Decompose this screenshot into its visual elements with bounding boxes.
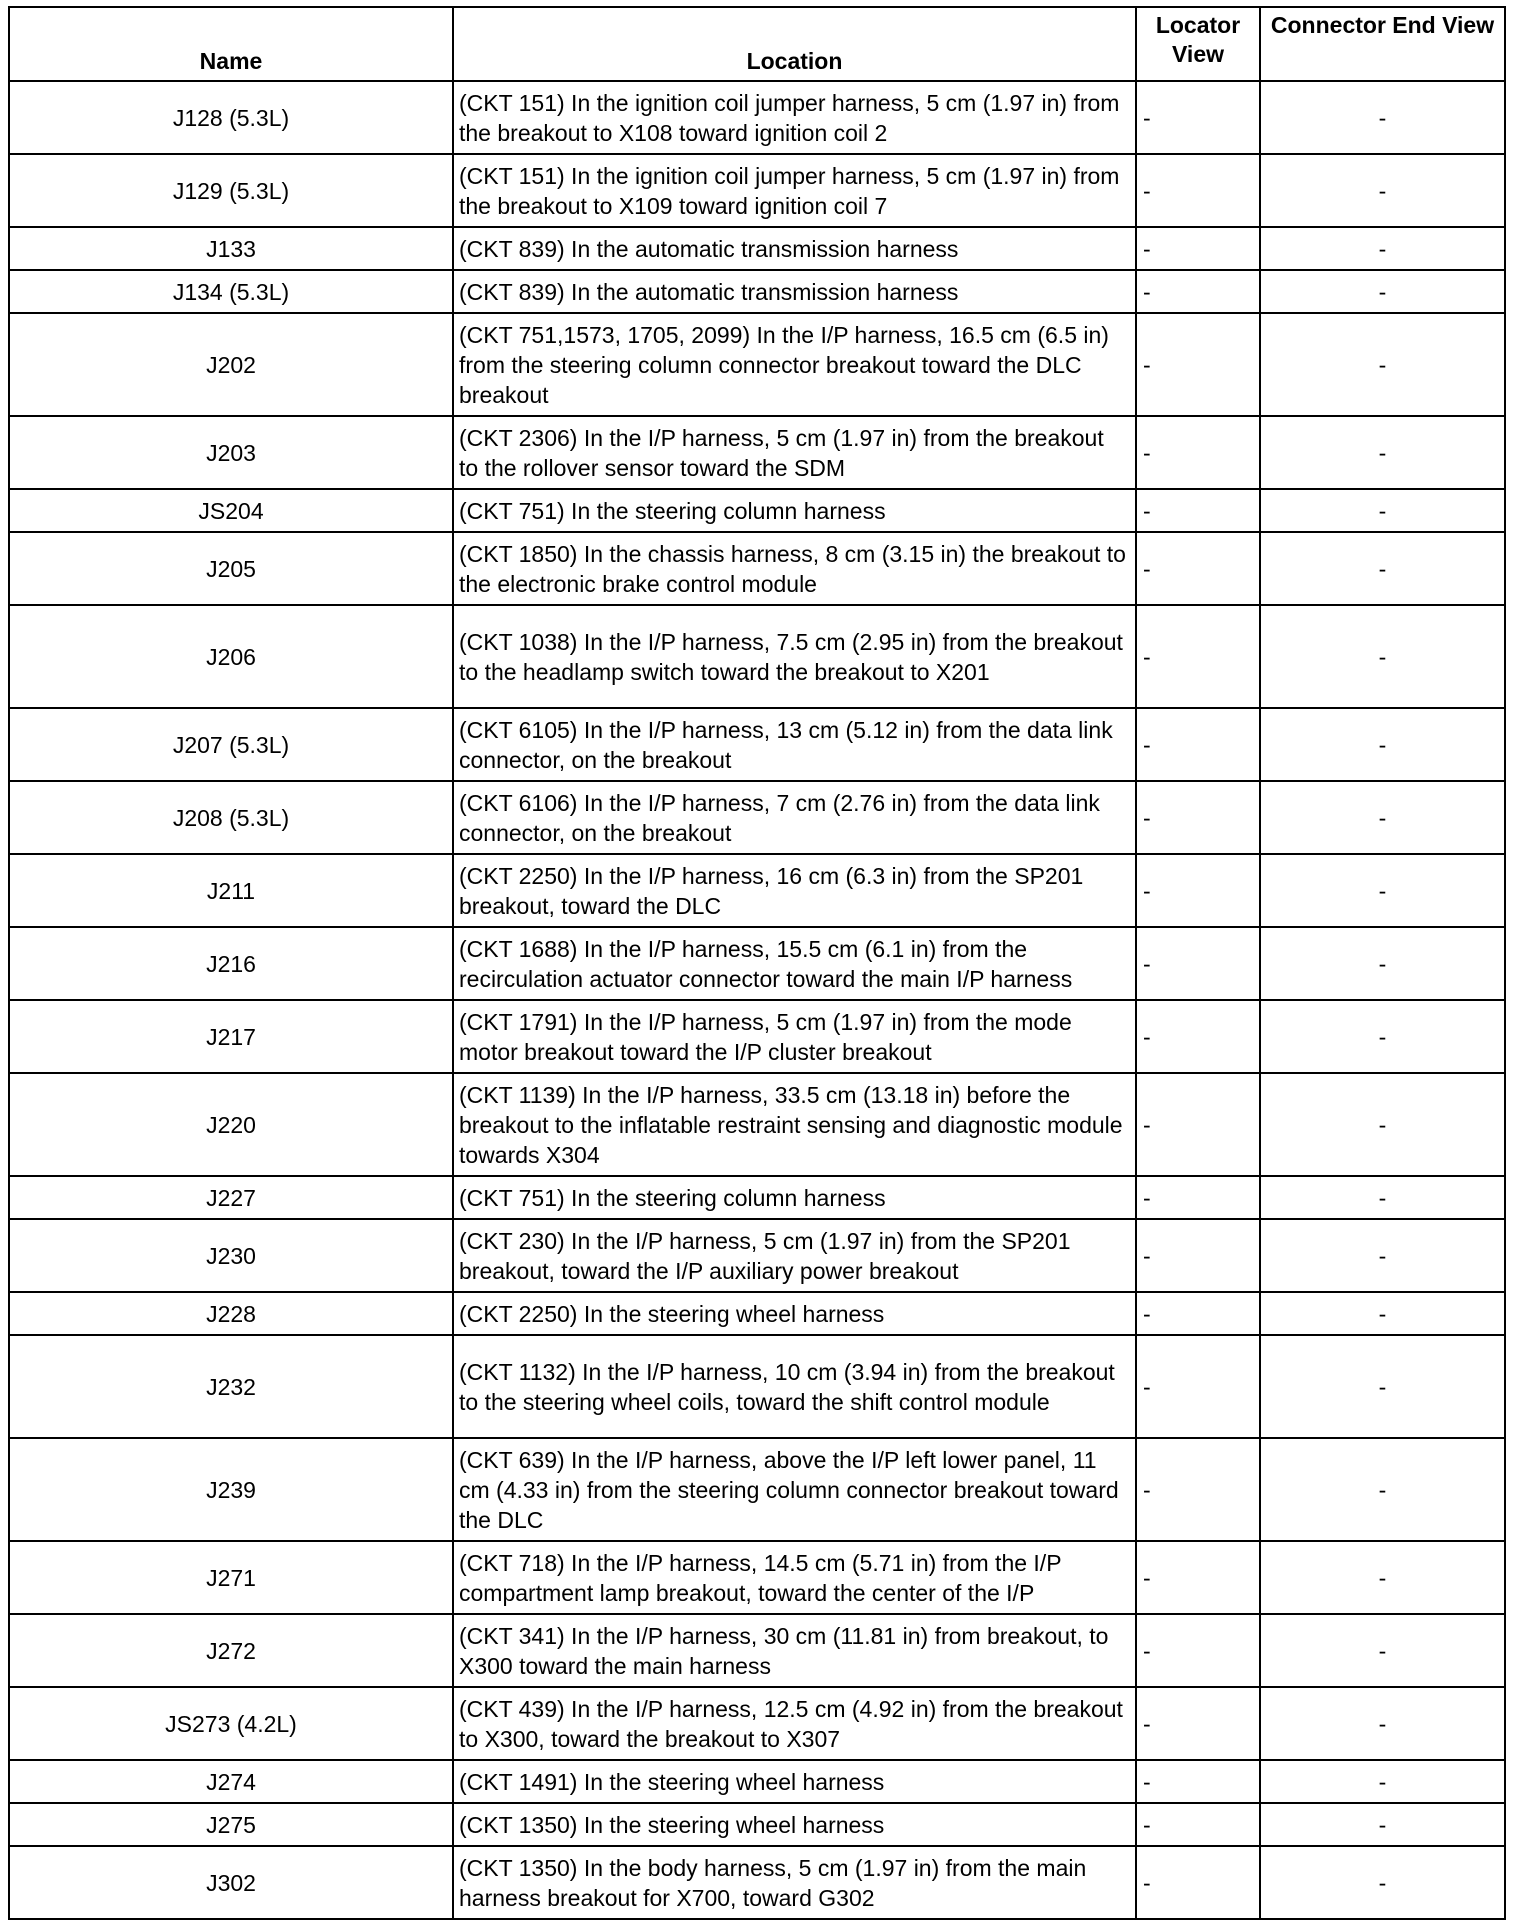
table-row bbox=[9, 1541, 1505, 1614]
cell-locator-view: - bbox=[1136, 1803, 1260, 1846]
cell-location: (CKT 151) In the ignition coil jumper harness, 5 cm (1.97 in) from the breakout to X108 toward ignition coil 2 bbox=[453, 81, 1136, 154]
cell-locator-view: - bbox=[1136, 927, 1260, 1000]
table-body bbox=[9, 81, 1505, 1919]
cell-name: J275 bbox=[9, 1803, 453, 1846]
table-row bbox=[9, 416, 1505, 489]
cell-location: (CKT 6105) In the I/P harness, 13 cm (5.12 in) from the data link connector, on the breakout bbox=[453, 708, 1136, 781]
cell-connector-end-view: - bbox=[1260, 270, 1505, 313]
cell-locator-view: - bbox=[1136, 1760, 1260, 1803]
cell-connector-end-view: - bbox=[1260, 227, 1505, 270]
table-row bbox=[9, 532, 1505, 605]
cell-name: J228 bbox=[9, 1292, 453, 1335]
cell-locator-view: - bbox=[1136, 1846, 1260, 1919]
cell-locator-view: - bbox=[1136, 489, 1260, 532]
cell-name: J271 bbox=[9, 1541, 453, 1614]
table-row bbox=[9, 605, 1505, 708]
column-header-location: Location bbox=[453, 7, 1136, 81]
cell-location: (CKT 1038) In the I/P harness, 7.5 cm (2.95 in) from the breakout to the headlamp switch toward the breakout to X201 bbox=[453, 605, 1136, 708]
cell-connector-end-view: - bbox=[1260, 781, 1505, 854]
table-row bbox=[9, 1846, 1505, 1919]
cell-location: (CKT 1139) In the I/P harness, 33.5 cm (13.18 in) before the breakout to the inflatable restraint sensing and diagnostic module towards X304 bbox=[453, 1073, 1136, 1176]
cell-connector-end-view: - bbox=[1260, 154, 1505, 227]
table-row bbox=[9, 1438, 1505, 1541]
table-row bbox=[9, 1614, 1505, 1687]
cell-connector-end-view: - bbox=[1260, 416, 1505, 489]
cell-name: J128 (5.3L) bbox=[9, 81, 453, 154]
cell-location: (CKT 151) In the ignition coil jumper harness, 5 cm (1.97 in) from the breakout to X109 toward ignition coil 7 bbox=[453, 154, 1136, 227]
splice-location-table bbox=[8, 6, 1506, 1920]
cell-location: (CKT 2250) In the I/P harness, 16 cm (6.3 in) from the SP201 breakout, toward the DLC bbox=[453, 854, 1136, 927]
table-row bbox=[9, 313, 1505, 416]
cell-name: J211 bbox=[9, 854, 453, 927]
table-row bbox=[9, 154, 1505, 227]
table-row bbox=[9, 227, 1505, 270]
table-row bbox=[9, 927, 1505, 1000]
table-header bbox=[9, 7, 1505, 81]
cell-name: J302 bbox=[9, 1846, 453, 1919]
cell-connector-end-view: - bbox=[1260, 1760, 1505, 1803]
table-row bbox=[9, 270, 1505, 313]
header-row bbox=[9, 7, 1505, 81]
table-row bbox=[9, 781, 1505, 854]
table-row bbox=[9, 1687, 1505, 1760]
cell-name: JS204 bbox=[9, 489, 453, 532]
cell-connector-end-view: - bbox=[1260, 1176, 1505, 1219]
cell-location: (CKT 2250) In the steering wheel harness bbox=[453, 1292, 1136, 1335]
cell-locator-view: - bbox=[1136, 1073, 1260, 1176]
cell-name: J134 (5.3L) bbox=[9, 270, 453, 313]
cell-locator-view: - bbox=[1136, 708, 1260, 781]
cell-connector-end-view: - bbox=[1260, 81, 1505, 154]
cell-connector-end-view: - bbox=[1260, 313, 1505, 416]
cell-name: J205 bbox=[9, 532, 453, 605]
cell-name: J206 bbox=[9, 605, 453, 708]
cell-location: (CKT 718) In the I/P harness, 14.5 cm (5.71 in) from the I/P compartment lamp breakout, toward the center of the I/P bbox=[453, 1541, 1136, 1614]
cell-locator-view: - bbox=[1136, 854, 1260, 927]
cell-name: J227 bbox=[9, 1176, 453, 1219]
cell-locator-view: - bbox=[1136, 1335, 1260, 1438]
cell-locator-view: - bbox=[1136, 1687, 1260, 1760]
cell-location: (CKT 2306) In the I/P harness, 5 cm (1.97 in) from the breakout to the rollover sensor toward the SDM bbox=[453, 416, 1136, 489]
cell-location: (CKT 1791) In the I/P harness, 5 cm (1.97 in) from the mode motor breakout toward the I/P cluster breakout bbox=[453, 1000, 1136, 1073]
cell-location: (CKT 751) In the steering column harness bbox=[453, 1176, 1136, 1219]
cell-connector-end-view: - bbox=[1260, 1438, 1505, 1541]
cell-location: (CKT 230) In the I/P harness, 5 cm (1.97 in) from the SP201 breakout, toward the I/P auxiliary power breakout bbox=[453, 1219, 1136, 1292]
table-row bbox=[9, 1073, 1505, 1176]
cell-name: J208 (5.3L) bbox=[9, 781, 453, 854]
cell-connector-end-view: - bbox=[1260, 489, 1505, 532]
table-row bbox=[9, 1176, 1505, 1219]
cell-connector-end-view: - bbox=[1260, 1541, 1505, 1614]
table-row bbox=[9, 708, 1505, 781]
cell-locator-view: - bbox=[1136, 605, 1260, 708]
cell-connector-end-view: - bbox=[1260, 1846, 1505, 1919]
table-row bbox=[9, 1000, 1505, 1073]
cell-name: J274 bbox=[9, 1760, 453, 1803]
table-row bbox=[9, 854, 1505, 927]
table-row bbox=[9, 1803, 1505, 1846]
cell-locator-view: - bbox=[1136, 1541, 1260, 1614]
cell-location: (CKT 839) In the automatic transmission harness bbox=[453, 270, 1136, 313]
cell-location: (CKT 439) In the I/P harness, 12.5 cm (4.92 in) from the breakout to X300, toward the breakout to X307 bbox=[453, 1687, 1136, 1760]
cell-location: (CKT 1132) In the I/P harness, 10 cm (3.94 in) from the breakout to the steering wheel coils, toward the shift control module bbox=[453, 1335, 1136, 1438]
cell-name: J220 bbox=[9, 1073, 453, 1176]
cell-name: J272 bbox=[9, 1614, 453, 1687]
column-header-connector-end-view: Connector End View bbox=[1260, 7, 1505, 81]
cell-connector-end-view: - bbox=[1260, 1687, 1505, 1760]
cell-location: (CKT 751) In the steering column harness bbox=[453, 489, 1136, 532]
cell-connector-end-view: - bbox=[1260, 605, 1505, 708]
cell-locator-view: - bbox=[1136, 781, 1260, 854]
cell-locator-view: - bbox=[1136, 1219, 1260, 1292]
column-header-name: Name bbox=[9, 7, 453, 81]
cell-name: J239 bbox=[9, 1438, 453, 1541]
cell-name: J207 (5.3L) bbox=[9, 708, 453, 781]
table-row bbox=[9, 81, 1505, 154]
cell-connector-end-view: - bbox=[1260, 1292, 1505, 1335]
cell-location: (CKT 639) In the I/P harness, above the I/P left lower panel, 11 cm (4.33 in) from the steering column connector breakout toward the DLC bbox=[453, 1438, 1136, 1541]
cell-connector-end-view: - bbox=[1260, 854, 1505, 927]
cell-location: (CKT 1688) In the I/P harness, 15.5 cm (6.1 in) from the recirculation actuator connector toward the main I/P harness bbox=[453, 927, 1136, 1000]
table-row bbox=[9, 1760, 1505, 1803]
cell-location: (CKT 839) In the automatic transmission harness bbox=[453, 227, 1136, 270]
cell-locator-view: - bbox=[1136, 1000, 1260, 1073]
cell-location: (CKT 1350) In the steering wheel harness bbox=[453, 1803, 1136, 1846]
cell-locator-view: - bbox=[1136, 1292, 1260, 1335]
cell-locator-view: - bbox=[1136, 1176, 1260, 1219]
cell-location: (CKT 1491) In the steering wheel harness bbox=[453, 1760, 1136, 1803]
table-row bbox=[9, 1335, 1505, 1438]
cell-name: JS273 (4.2L) bbox=[9, 1687, 453, 1760]
cell-name: J216 bbox=[9, 927, 453, 1000]
cell-connector-end-view: - bbox=[1260, 1803, 1505, 1846]
cell-connector-end-view: - bbox=[1260, 1335, 1505, 1438]
cell-name: J129 (5.3L) bbox=[9, 154, 453, 227]
cell-connector-end-view: - bbox=[1260, 532, 1505, 605]
cell-name: J217 bbox=[9, 1000, 453, 1073]
cell-locator-view: - bbox=[1136, 227, 1260, 270]
cell-locator-view: - bbox=[1136, 81, 1260, 154]
cell-locator-view: - bbox=[1136, 416, 1260, 489]
cell-location: (CKT 6106) In the I/P harness, 7 cm (2.76 in) from the data link connector, on the breakout bbox=[453, 781, 1136, 854]
cell-name: J203 bbox=[9, 416, 453, 489]
cell-location: (CKT 1850) In the chassis harness, 8 cm (3.15 in) the breakout to the electronic brake control module bbox=[453, 532, 1136, 605]
cell-connector-end-view: - bbox=[1260, 927, 1505, 1000]
table-row bbox=[9, 1219, 1505, 1292]
column-header-locator-view: Locator View bbox=[1136, 7, 1260, 81]
cell-connector-end-view: - bbox=[1260, 1219, 1505, 1292]
cell-name: J232 bbox=[9, 1335, 453, 1438]
cell-locator-view: - bbox=[1136, 1614, 1260, 1687]
cell-locator-view: - bbox=[1136, 270, 1260, 313]
cell-location: (CKT 341) In the I/P harness, 30 cm (11.81 in) from breakout, to X300 toward the main harness bbox=[453, 1614, 1136, 1687]
cell-locator-view: - bbox=[1136, 1438, 1260, 1541]
cell-connector-end-view: - bbox=[1260, 1073, 1505, 1176]
table-row bbox=[9, 489, 1505, 532]
cell-locator-view: - bbox=[1136, 532, 1260, 605]
cell-connector-end-view: - bbox=[1260, 1614, 1505, 1687]
cell-name: J230 bbox=[9, 1219, 453, 1292]
cell-name: J133 bbox=[9, 227, 453, 270]
table-row bbox=[9, 1292, 1505, 1335]
cell-location: (CKT 751,1573, 1705, 2099) In the I/P harness, 16.5 cm (6.5 in) from the steering column connector breakout toward the DLC breakout bbox=[453, 313, 1136, 416]
cell-locator-view: - bbox=[1136, 313, 1260, 416]
cell-connector-end-view: - bbox=[1260, 708, 1505, 781]
cell-name: J202 bbox=[9, 313, 453, 416]
cell-locator-view: - bbox=[1136, 154, 1260, 227]
cell-location: (CKT 1350) In the body harness, 5 cm (1.97 in) from the main harness breakout for X700, toward G302 bbox=[453, 1846, 1136, 1919]
cell-connector-end-view: - bbox=[1260, 1000, 1505, 1073]
